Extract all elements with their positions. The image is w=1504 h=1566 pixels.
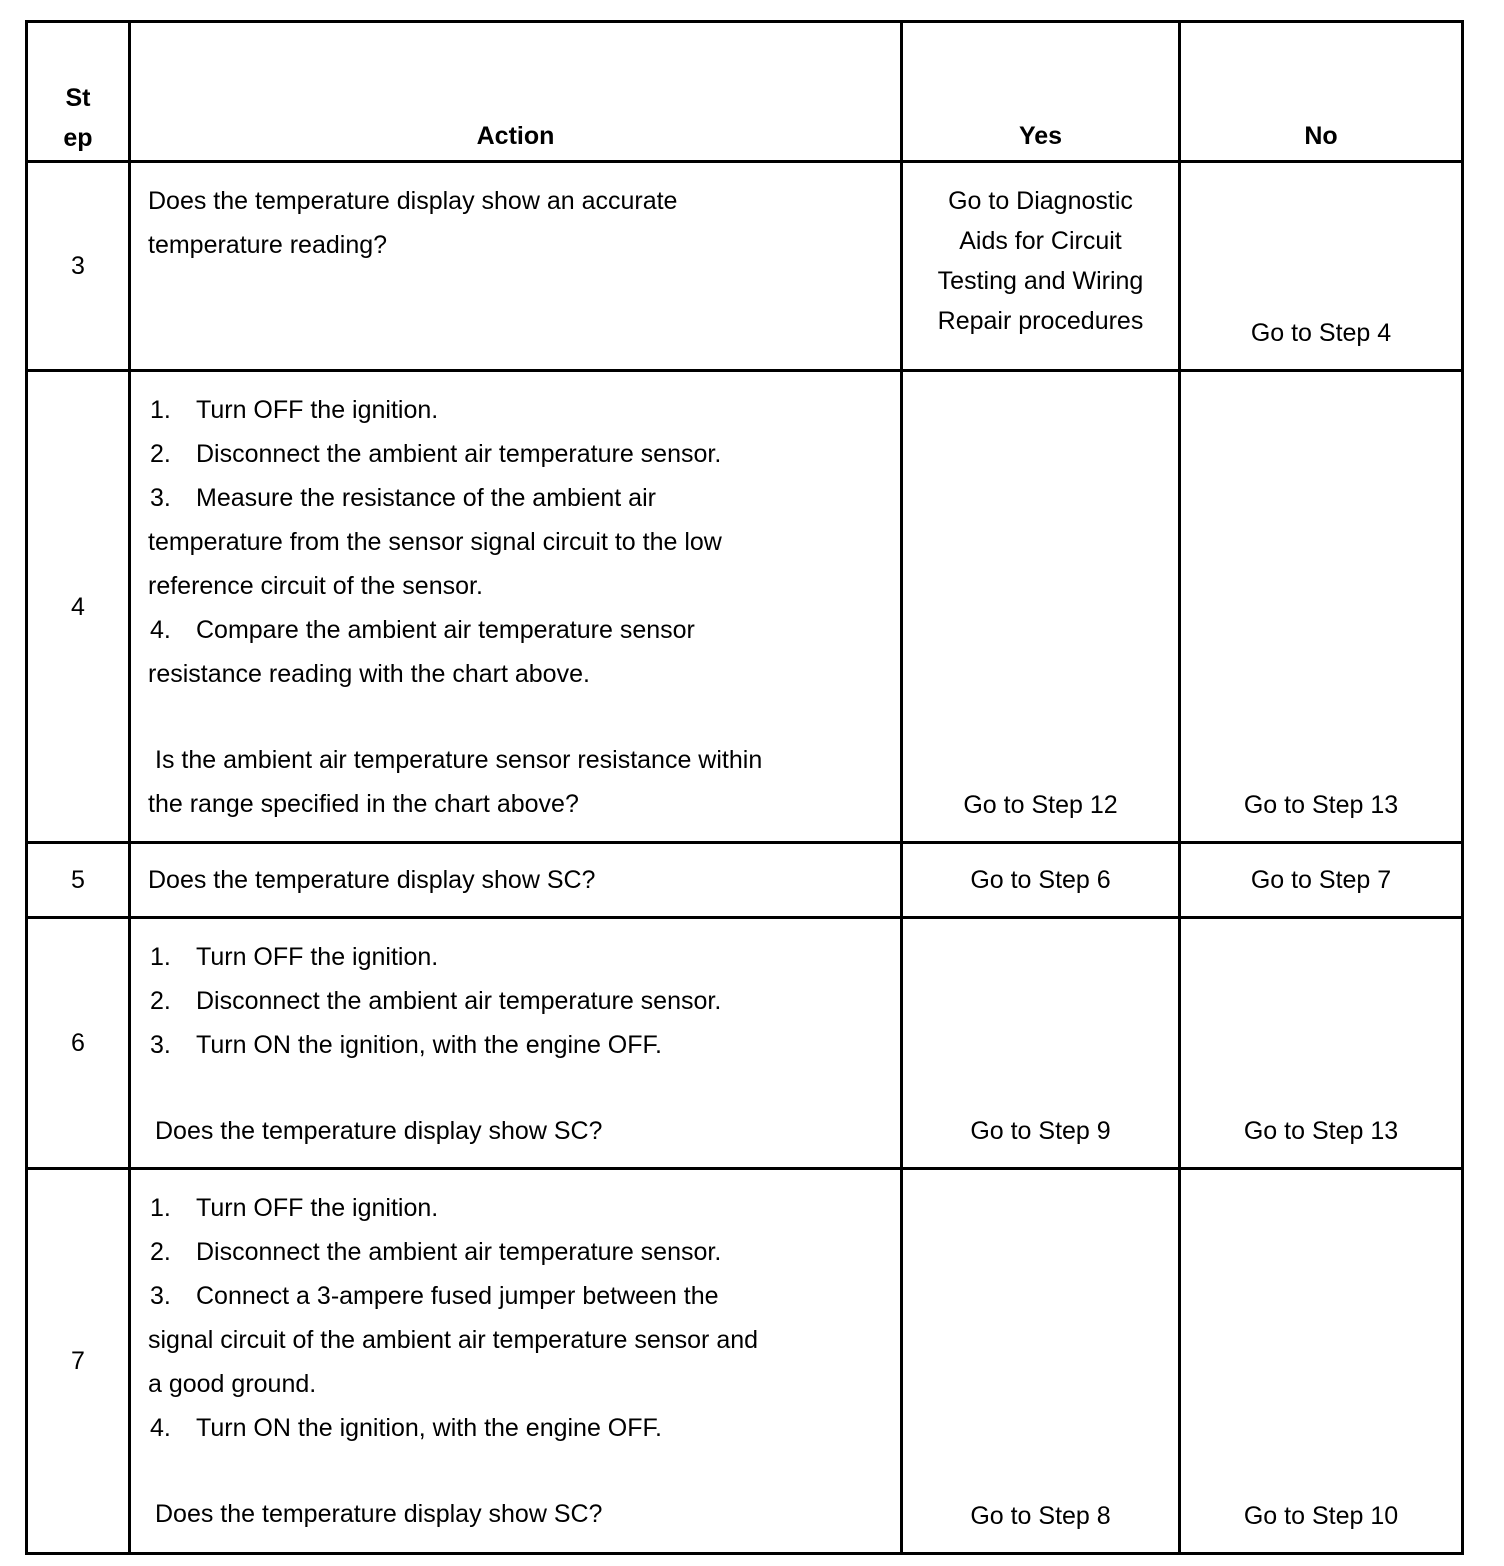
item-text: Disconnect the ambient air temperature sensor.: [196, 987, 722, 1015]
yes-line: Testing and Wiring: [937, 267, 1144, 295]
item-text: Turn OFF the ignition.: [196, 396, 439, 424]
spacer: [148, 696, 884, 738]
item-number: 1.: [150, 1194, 171, 1222]
item-number: 4.: [150, 616, 171, 644]
step-number: 3: [27, 162, 130, 371]
action-item: [148, 432, 884, 476]
action-cell: [130, 918, 902, 1169]
action-item-continuation: temperature from the sensor signal circuit to the low: [148, 528, 722, 556]
header-yes: Yes: [902, 22, 1180, 162]
spacer: [148, 1067, 884, 1109]
no-cell: Go to Step 4: [1180, 162, 1463, 371]
diagnostic-table: [25, 20, 1464, 1555]
question-line: Does the temperature display show SC?: [155, 1117, 603, 1145]
yes-cell: Go to Step 8: [902, 1169, 1180, 1554]
item-text: Turn ON the ignition, with the engine OFF.: [196, 1414, 662, 1442]
action-item: [148, 476, 884, 520]
step-number: 7: [27, 1169, 130, 1554]
item-text: Disconnect the ambient air temperature sensor.: [196, 440, 722, 468]
action-item-continuation: resistance reading with the chart above.: [148, 660, 590, 688]
action-item: [148, 1406, 884, 1450]
spacer: [148, 1450, 884, 1492]
item-text: Connect a 3-ampere fused jumper between the: [196, 1282, 719, 1310]
table-row-step-3: [27, 162, 1463, 371]
action-line: Does the temperature display show an accurate: [148, 187, 678, 215]
action-item: [148, 1186, 884, 1230]
item-text: Compare the ambient air temperature sensor: [196, 616, 695, 644]
no-cell: Go to Step 13: [1180, 918, 1463, 1169]
item-number: 3.: [150, 1031, 171, 1059]
action-line: temperature reading?: [148, 231, 388, 259]
action-cell: Does the temperature display show SC?: [130, 843, 902, 918]
item-number: 2.: [150, 987, 171, 1015]
table-row-step-4: [27, 371, 1463, 843]
table-row-step-6: [27, 918, 1463, 1169]
yes-cell: [902, 162, 1180, 371]
item-text: Turn ON the ignition, with the engine OFF.: [196, 1031, 662, 1059]
action-item: [148, 388, 884, 432]
no-cell: Go to Step 13: [1180, 371, 1463, 843]
header-row: [27, 22, 1463, 162]
step-number: 6: [27, 918, 130, 1169]
table-row-step-5: [27, 843, 1463, 918]
header-action: Action: [130, 22, 902, 162]
item-number: 1.: [150, 396, 171, 424]
question-line: Is the ambient air temperature sensor resistance within: [155, 746, 763, 774]
yes-line: Go to Diagnostic: [948, 187, 1133, 215]
item-number: 1.: [150, 943, 171, 971]
step-number: 4: [27, 371, 130, 843]
action-item: [148, 979, 884, 1023]
item-text: Disconnect the ambient air temperature sensor.: [196, 1238, 722, 1266]
yes-cell: Go to Step 9: [902, 918, 1180, 1169]
action-cell: [130, 1169, 902, 1554]
no-cell: Go to Step 10: [1180, 1169, 1463, 1554]
header-no: No: [1180, 22, 1463, 162]
yes-line: Aids for Circuit: [959, 227, 1122, 255]
table-row-step-7: [27, 1169, 1463, 1554]
question-line: Does the temperature display show SC?: [155, 1500, 603, 1528]
action-item: [148, 608, 884, 652]
action-item-continuation: reference circuit of the sensor.: [148, 572, 483, 600]
item-number: 2.: [150, 440, 171, 468]
header-step-line2: ep: [63, 124, 93, 152]
action-cell: [130, 371, 902, 843]
item-number: 2.: [150, 1238, 171, 1266]
yes-line: Repair procedures: [937, 307, 1144, 335]
header-step: [27, 22, 130, 162]
item-text: Turn OFF the ignition.: [196, 943, 439, 971]
item-text: Turn OFF the ignition.: [196, 1194, 439, 1222]
action-item: [148, 1023, 884, 1067]
action-item-continuation: signal circuit of the ambient air temperature sensor and: [148, 1326, 759, 1354]
step-number: 5: [27, 843, 130, 918]
item-number: 3.: [150, 484, 171, 512]
yes-cell: Go to Step 6: [902, 843, 1180, 918]
question-line: the range specified in the chart above?: [148, 790, 579, 818]
action-item: [148, 1230, 884, 1274]
action-item-continuation: a good ground.: [148, 1370, 317, 1398]
no-cell: Go to Step 7: [1180, 843, 1463, 918]
item-number: 3.: [150, 1282, 171, 1310]
item-text: Measure the resistance of the ambient air: [196, 484, 656, 512]
header-step-line1: St: [65, 84, 91, 112]
action-item: [148, 1274, 884, 1318]
yes-cell: Go to Step 12: [902, 371, 1180, 843]
action-cell: [130, 162, 902, 371]
action-item: [148, 935, 884, 979]
item-number: 4.: [150, 1414, 171, 1442]
